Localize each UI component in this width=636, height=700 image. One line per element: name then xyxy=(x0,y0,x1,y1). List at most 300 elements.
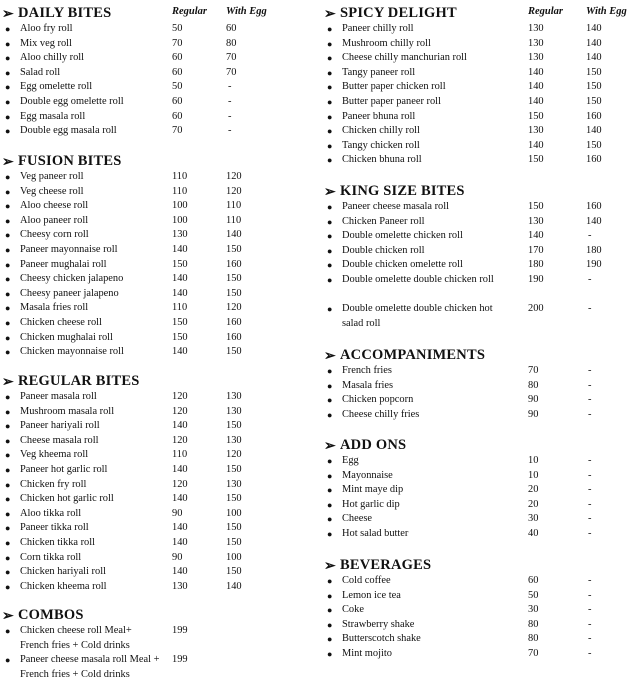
bullet-icon: ● xyxy=(5,230,11,241)
bullet-icon: ● xyxy=(5,552,11,563)
menu-item xyxy=(324,574,634,589)
regular-column-header: Regular xyxy=(528,6,564,17)
item-name: Masala fries xyxy=(342,379,394,391)
menu-section xyxy=(324,180,634,331)
with-egg-price: 150 xyxy=(226,243,242,255)
section-header xyxy=(2,2,312,22)
with-egg-price: - xyxy=(228,95,232,107)
item-name: Chicken popcorn xyxy=(342,394,414,406)
bullet-icon: ● xyxy=(327,499,333,510)
regular-price: 50 xyxy=(528,589,539,601)
bullet-icon: ● xyxy=(5,392,11,402)
regular-price: 140 xyxy=(172,287,188,299)
menu-item xyxy=(324,80,634,95)
with-egg-price: - xyxy=(588,469,592,481)
bullet-icon: ● xyxy=(327,231,333,242)
with-egg-price: - xyxy=(588,484,592,496)
regular-price: 60 xyxy=(172,66,183,78)
menu-item xyxy=(2,37,312,52)
regular-price: 140 xyxy=(528,81,544,93)
with-egg-price: 160 xyxy=(226,258,242,270)
with-egg-price: 150 xyxy=(586,81,602,93)
with-egg-price: 120 xyxy=(226,185,242,197)
menu-item xyxy=(2,272,312,287)
bullet-icon: ● xyxy=(5,53,11,64)
item-name: Mix veg roll xyxy=(20,37,72,49)
bullet-icon: ● xyxy=(5,126,11,137)
section-title: ACCOMPANIMENTS xyxy=(340,347,486,363)
menu-section xyxy=(324,434,634,542)
with-egg-price: 150 xyxy=(586,95,602,107)
item-name: Chicken Paneer roll xyxy=(342,215,425,227)
item-name: French fries xyxy=(342,365,392,376)
chevron-right-icon: ➢ xyxy=(324,559,336,574)
menu-section xyxy=(2,370,312,594)
bullet-icon: ● xyxy=(5,435,11,446)
item-name: Paneer mughalai roll xyxy=(20,258,107,270)
menu-item xyxy=(2,228,312,243)
menu-item xyxy=(324,229,634,244)
bullet-icon: ● xyxy=(5,288,11,299)
menu-item xyxy=(2,478,312,493)
bullet-icon: ● xyxy=(5,201,11,212)
item-name: Chicken mughalai roll xyxy=(20,331,113,343)
with-egg-price: - xyxy=(588,408,592,420)
menu-item xyxy=(324,618,634,633)
bullet-icon: ● xyxy=(327,24,333,34)
bullet-icon: ● xyxy=(327,380,333,391)
regular-price: 60 xyxy=(528,575,539,586)
regular-price: 90 xyxy=(528,408,539,420)
with-egg-price: 150 xyxy=(226,273,242,285)
with-egg-price: - xyxy=(588,604,592,616)
with-egg-price: - xyxy=(588,527,592,539)
menu-item xyxy=(2,80,312,95)
item-name: Veg cheese roll xyxy=(20,185,84,197)
regular-price: 10 xyxy=(528,469,539,481)
bullet-icon: ● xyxy=(327,605,333,616)
bullet-icon: ● xyxy=(5,537,11,548)
regular-price: 140 xyxy=(172,566,188,578)
menu-section xyxy=(2,604,312,697)
chevron-right-icon: ➢ xyxy=(324,7,336,22)
menu-item xyxy=(324,95,634,110)
with-egg-price: 130 xyxy=(226,478,242,490)
with-egg-price: - xyxy=(588,618,592,630)
item-name: Aloo fry roll xyxy=(20,23,73,34)
with-egg-price: 70 xyxy=(226,52,237,64)
chevron-right-icon: ➢ xyxy=(2,375,14,390)
menu-item xyxy=(2,287,312,302)
section-title: BEVERAGES xyxy=(340,557,432,573)
section-header xyxy=(324,344,634,364)
with-egg-price: 120 xyxy=(226,449,242,461)
bullet-icon: ● xyxy=(5,38,11,49)
bullet-icon: ● xyxy=(327,470,333,481)
menu-item xyxy=(324,244,634,259)
with-egg-price: 160 xyxy=(226,316,242,328)
chevron-right-icon: ➢ xyxy=(2,7,14,22)
item-name: Coke xyxy=(342,604,364,616)
item-name: Double egg omelette roll xyxy=(20,95,124,107)
regular-price: 70 xyxy=(172,125,183,137)
menu-item xyxy=(2,551,312,566)
chevron-right-icon: ➢ xyxy=(324,185,336,200)
bullet-icon: ● xyxy=(327,619,333,630)
bullet-icon: ● xyxy=(5,626,11,636)
bullet-icon: ● xyxy=(327,38,333,49)
regular-price: 60 xyxy=(172,52,183,64)
section-header xyxy=(324,2,634,22)
menu-section xyxy=(2,150,312,360)
bullet-icon: ● xyxy=(5,508,11,519)
item-name: Veg paneer roll xyxy=(20,171,84,182)
with-egg-price: 140 xyxy=(586,52,602,64)
with-egg-price: - xyxy=(588,394,592,406)
with-egg-price: 150 xyxy=(586,139,602,151)
regular-price: 120 xyxy=(172,405,188,417)
menu-item xyxy=(2,565,312,580)
section-title: ADD ONS xyxy=(340,437,407,453)
menu-item xyxy=(2,448,312,463)
menu-item xyxy=(324,110,634,125)
item-name: Double omelette double chicken roll xyxy=(342,273,494,285)
menu-item xyxy=(324,37,634,52)
menu-item xyxy=(2,624,312,653)
regular-price: 130 xyxy=(528,215,544,227)
with-egg-price: - xyxy=(228,81,232,93)
menu-item xyxy=(2,199,312,214)
menu-section xyxy=(324,344,634,422)
bullet-icon: ● xyxy=(327,648,333,659)
regular-price: 100 xyxy=(172,214,188,226)
with-egg-price: 160 xyxy=(226,331,242,343)
item-name: Mushroom chilly roll xyxy=(342,37,431,49)
with-egg-price: 150 xyxy=(226,566,242,578)
menu-item xyxy=(2,316,312,331)
with-egg-price: 180 xyxy=(586,244,602,256)
regular-price: 199 xyxy=(172,654,188,666)
item-name: Tangy paneer roll xyxy=(342,66,416,78)
section-title: SPICY DELIGHT xyxy=(340,5,457,21)
menu-item xyxy=(324,22,634,37)
item-name: Mayonnaise xyxy=(342,469,393,481)
menu-item xyxy=(2,22,312,37)
with-egg-price: 140 xyxy=(586,125,602,137)
section-header xyxy=(324,434,634,454)
section-header xyxy=(324,180,634,200)
with-egg-price: 100 xyxy=(226,551,242,563)
with-egg-price: 130 xyxy=(226,434,242,446)
item-name: Chicken tikka roll xyxy=(20,536,96,548)
menu-item xyxy=(2,95,312,110)
regular-price: 70 xyxy=(172,37,183,49)
menu-item xyxy=(324,454,634,469)
menu-item xyxy=(2,507,312,522)
menu-item xyxy=(324,498,634,513)
chevron-right-icon: ➢ xyxy=(2,155,14,170)
with-egg-price: 150 xyxy=(226,420,242,432)
regular-price: 180 xyxy=(528,259,544,271)
with-egg-price: 140 xyxy=(226,229,242,241)
menu-item xyxy=(2,492,312,507)
with-egg-price: 140 xyxy=(586,37,602,49)
menu-item xyxy=(324,51,634,66)
regular-price: 150 xyxy=(172,316,188,328)
bullet-icon: ● xyxy=(327,590,333,601)
bullet-icon: ● xyxy=(327,366,333,376)
regular-price: 110 xyxy=(172,449,188,461)
regular-price: 170 xyxy=(528,244,544,256)
regular-price: 70 xyxy=(528,365,539,376)
with-egg-price: - xyxy=(588,589,592,601)
item-name: Egg masala roll xyxy=(20,110,86,122)
regular-price: 150 xyxy=(172,258,188,270)
with-egg-price: - xyxy=(588,575,592,586)
menu-item xyxy=(324,603,634,618)
menu-item xyxy=(2,124,312,139)
item-name: Chicken fry roll xyxy=(20,478,87,490)
regular-price: 30 xyxy=(528,513,539,525)
menu-item xyxy=(324,589,634,604)
with-egg-price: 160 xyxy=(586,154,602,166)
menu-item xyxy=(324,124,634,139)
item-name: Salad roll xyxy=(20,66,61,78)
with-egg-price: 150 xyxy=(226,522,242,534)
menu-section xyxy=(324,554,634,662)
with-egg-price: 140 xyxy=(586,215,602,227)
regular-price: 140 xyxy=(172,493,188,505)
item-name: Chicken bhuna roll xyxy=(342,154,422,166)
with-egg-price: 150 xyxy=(586,66,602,78)
item-name: Butter paper paneer roll xyxy=(342,95,441,107)
regular-price: 70 xyxy=(528,647,539,659)
section-title: COMBOS xyxy=(18,607,84,623)
bullet-icon: ● xyxy=(5,347,11,358)
menu-item xyxy=(324,647,634,662)
item-name: Mint maye dip xyxy=(342,484,404,496)
item-name: Cold coffee xyxy=(342,575,391,586)
regular-price: 130 xyxy=(528,37,544,49)
with-egg-price: - xyxy=(588,633,592,645)
bullet-icon: ● xyxy=(5,494,11,505)
with-egg-price: 70 xyxy=(226,66,237,78)
regular-price: 20 xyxy=(528,498,539,510)
item-name: Aloo tikka roll xyxy=(20,507,82,519)
with-egg-price: 140 xyxy=(226,580,242,592)
item-name: Butter paper chicken roll xyxy=(342,81,446,93)
menu-item xyxy=(2,580,312,595)
bullet-icon: ● xyxy=(5,259,11,270)
menu-item xyxy=(2,258,312,273)
bullet-icon: ● xyxy=(5,303,11,314)
item-name: Paneer hot garlic roll xyxy=(20,463,108,475)
with-egg-price: - xyxy=(588,303,592,315)
menu-item xyxy=(324,258,634,273)
menu-item xyxy=(2,390,312,405)
menu-item xyxy=(2,66,312,81)
with-egg-price: - xyxy=(588,647,592,659)
regular-price: 130 xyxy=(172,229,188,241)
regular-price: 90 xyxy=(172,551,183,563)
item-name: Lemon ice tea xyxy=(342,589,401,601)
bullet-icon: ● xyxy=(5,67,11,78)
with-egg-price: 130 xyxy=(226,405,242,417)
with-egg-price: 150 xyxy=(226,493,242,505)
item-name: Cheesy paneer jalapeno xyxy=(20,287,119,299)
with-egg-price: 110 xyxy=(226,200,242,212)
bullet-icon: ● xyxy=(5,450,11,461)
item-name: Chicken cheese roll Meal+ French fries + Cold drinks xyxy=(20,625,132,651)
regular-price: 60 xyxy=(172,95,183,107)
item-name: Paneer hariyali roll xyxy=(20,420,100,432)
item-name: Hot salad butter xyxy=(342,527,409,539)
bullet-icon: ● xyxy=(327,140,333,151)
menu-item xyxy=(2,536,312,551)
item-name: Cheese chilly fries xyxy=(342,408,420,420)
with-egg-column-header: With Egg xyxy=(226,6,267,17)
item-name: Egg omelette roll xyxy=(20,81,93,93)
bullet-icon: ● xyxy=(5,317,11,328)
regular-price: 150 xyxy=(528,110,544,122)
section-title: REGULAR BITES xyxy=(18,373,140,389)
regular-price: 120 xyxy=(172,434,188,446)
menu-item xyxy=(2,243,312,258)
bullet-icon: ● xyxy=(327,155,333,166)
item-name: Corn tikka roll xyxy=(20,551,82,563)
item-name: Double chicken roll xyxy=(342,244,425,256)
with-egg-price: 160 xyxy=(586,110,602,122)
bullet-icon: ● xyxy=(5,332,11,343)
item-name: Chicken kheema roll xyxy=(20,580,107,592)
with-egg-price: - xyxy=(588,498,592,510)
regular-price: 30 xyxy=(528,604,539,616)
with-egg-price: 100 xyxy=(226,507,242,519)
regular-price: 150 xyxy=(172,331,188,343)
regular-price: 20 xyxy=(528,484,539,496)
regular-price: 80 xyxy=(528,618,539,630)
regular-price: 190 xyxy=(528,273,544,285)
regular-price: 140 xyxy=(172,243,188,255)
item-name: Butterscotch shake xyxy=(342,633,421,645)
with-egg-price: 60 xyxy=(226,23,237,34)
bullet-icon: ● xyxy=(5,24,11,34)
with-egg-price: 150 xyxy=(226,287,242,299)
bullet-icon: ● xyxy=(5,464,11,475)
regular-price: 130 xyxy=(528,23,544,34)
regular-price: 110 xyxy=(172,302,188,314)
menu-item xyxy=(2,463,312,478)
with-egg-price: 120 xyxy=(226,171,242,182)
menu-item xyxy=(324,302,634,331)
with-egg-price: 150 xyxy=(226,463,242,475)
menu-item xyxy=(2,419,312,434)
bullet-icon: ● xyxy=(5,186,11,197)
item-name: Chicken chilly roll xyxy=(342,125,420,137)
item-name: Chicken cheese roll xyxy=(20,316,102,328)
regular-price: 120 xyxy=(172,391,188,402)
with-egg-price: 80 xyxy=(226,37,237,49)
item-name: Double omelette double chicken hot salad roll xyxy=(342,303,493,329)
item-name: Tangy chicken roll xyxy=(342,139,420,151)
menu-item xyxy=(324,364,634,379)
regular-price: 140 xyxy=(172,522,188,534)
bullet-icon: ● xyxy=(327,274,333,285)
item-name: Mushroom masala roll xyxy=(20,405,115,417)
section-header xyxy=(2,150,312,170)
chevron-right-icon: ➢ xyxy=(2,609,14,624)
bullet-icon: ● xyxy=(5,215,11,226)
bullet-icon: ● xyxy=(327,634,333,645)
regular-price: 140 xyxy=(528,139,544,151)
section-title: DAILY BITES xyxy=(18,5,112,21)
menu-item xyxy=(324,393,634,408)
regular-price: 110 xyxy=(172,171,188,182)
bullet-icon: ● xyxy=(5,172,11,182)
regular-price: 140 xyxy=(172,273,188,285)
section-header xyxy=(2,370,312,390)
bullet-icon: ● xyxy=(327,202,333,212)
with-egg-price: - xyxy=(588,230,592,242)
item-name: Aloo cheese roll xyxy=(20,200,89,212)
with-egg-price: - xyxy=(588,513,592,525)
section-title: KING SIZE BITES xyxy=(340,183,465,199)
bullet-icon: ● xyxy=(5,82,11,93)
item-name: Strawberry shake xyxy=(342,618,415,630)
item-name: Masala fries roll xyxy=(20,302,89,314)
menu-item xyxy=(2,405,312,420)
menu-item xyxy=(324,200,634,215)
bullet-icon: ● xyxy=(327,67,333,78)
menu-item xyxy=(2,521,312,536)
item-name: Hot garlic dip xyxy=(342,498,400,510)
menu-item xyxy=(2,51,312,66)
with-egg-price: 160 xyxy=(586,201,602,212)
menu-item xyxy=(324,632,634,647)
item-name: Paneer masala roll xyxy=(20,391,97,402)
bullet-icon: ● xyxy=(5,655,11,666)
bullet-icon: ● xyxy=(5,567,11,578)
with-egg-price: - xyxy=(228,125,232,137)
bullet-icon: ● xyxy=(5,523,11,534)
menu-item xyxy=(324,483,634,498)
regular-price: 140 xyxy=(172,463,188,475)
menu-item xyxy=(2,331,312,346)
item-name: Double egg masala roll xyxy=(20,125,117,137)
bullet-icon: ● xyxy=(327,456,333,466)
bullet-icon: ● xyxy=(327,216,333,227)
item-name: Mint mojito xyxy=(342,647,392,659)
with-egg-price: 150 xyxy=(226,536,242,548)
regular-column-header: Regular xyxy=(172,6,208,17)
item-name: Veg kheema roll xyxy=(20,449,89,461)
item-name: Aloo chilly roll xyxy=(20,52,85,64)
menu-item xyxy=(2,214,312,229)
menu-item xyxy=(324,215,634,230)
menu-item xyxy=(2,434,312,449)
regular-price: 140 xyxy=(528,66,544,78)
with-egg-price: 110 xyxy=(226,214,242,226)
bullet-icon: ● xyxy=(327,96,333,107)
bullet-icon: ● xyxy=(5,274,11,285)
regular-price: 110 xyxy=(172,185,188,197)
item-name: Cheese chilly manchurian roll xyxy=(342,52,467,64)
regular-price: 140 xyxy=(172,536,188,548)
bullet-icon: ● xyxy=(5,96,11,107)
regular-price: 199 xyxy=(172,625,188,636)
bullet-icon: ● xyxy=(327,576,333,586)
item-name: Aloo paneer roll xyxy=(20,214,89,226)
